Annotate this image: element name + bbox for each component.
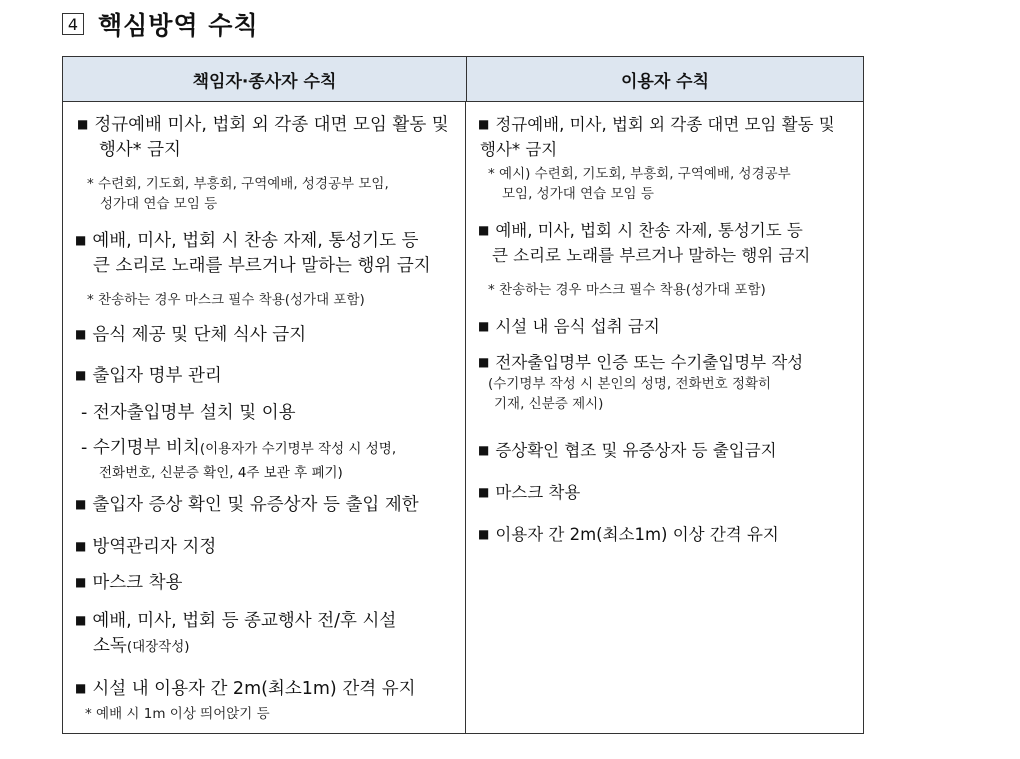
- section-title: 핵심방역 수칙: [98, 11, 259, 40]
- staff-note-2: * 찬송하는 경우 마스크 필수 착용(성가대 포함): [87, 292, 365, 308]
- staff-rule-4: ■ 출입자 명부 관리: [75, 366, 222, 386]
- staff-rule-8: ■ 예배, 미사, 법회 등 종교행사 전/후 시설 소독(대장작성): [75, 611, 397, 656]
- staff-note-1: * 수련회, 기도회, 부흥회, 구역예배, 성경공부 모임, 성가대 연습 모임 등: [87, 176, 389, 212]
- table-body-row: [63, 102, 863, 733]
- user-rule-5: ■ 증상확인 협조 및 유증상자 등 출입금지: [478, 441, 777, 460]
- user-rule-3: ■ 시설 내 음식 섭취 금지: [478, 317, 660, 336]
- header-user-rules: 이용자 수칙: [620, 71, 710, 92]
- user-rule-7: ■ 이용자 간 2m(최소1m) 이상 간격 유지: [478, 525, 779, 544]
- user-rule-2: ■ 예배, 미사, 법회 시 찬송 자제, 통성기도 등 큰 소리로 노래를 부르거나 말하는 행위 금지: [478, 221, 811, 265]
- header-staff-rules: 책임자·종사자 수칙: [63, 57, 467, 101]
- staff-rule-2: ■ 예배, 미사, 법회 시 찬송 자제, 통성기도 등 큰 소리로 노래를 부르거나 말하는 행위 금지: [75, 231, 431, 276]
- user-rules-column: [466, 102, 863, 733]
- rules-table: [62, 56, 864, 734]
- user-rule-1: ■ 정규예배, 미사, 법회 외 각종 대면 모임 활동 및 행사* 금지: [478, 115, 835, 159]
- staff-rule-5: ■ 출입자 증상 확인 및 유증상자 등 출입 제한: [75, 495, 419, 515]
- staff-rule-9: ■ 시설 내 이용자 간 2m(최소1m) 간격 유지: [75, 679, 416, 699]
- section-number-box: 4: [62, 13, 84, 35]
- staff-note-3: * 예배 시 1m 이상 띄어앉기 등: [85, 706, 270, 722]
- user-note-3: (수기명부 작성 시 본인의 성명, 전화번호 정확히 기재, 신분증 제시): [488, 376, 772, 412]
- user-rule-6: ■ 마스크 착용: [478, 483, 581, 502]
- bullet-icon: ■: [77, 117, 89, 131]
- table-header-row: [63, 57, 863, 102]
- staff-rule-6: ■ 방역관리자 지정: [75, 537, 217, 557]
- user-note-1: * 예시) 수련회, 기도회, 부흥회, 구역예배, 성경공부 모임, 성가대 연습 모임 등: [488, 166, 791, 202]
- staff-subrule-2: - 수기명부 비치(이용자가 수기명부 작성 시 성명, 전화번호, 신분증 확인, 4주 보관 후 폐기): [81, 438, 397, 481]
- staff-rules-column: [63, 102, 466, 733]
- staff-rule-3: ■ 음식 제공 및 단체 식사 금지: [75, 325, 307, 345]
- staff-subrule-1: - 전자출입명부 설치 및 이용: [81, 403, 296, 423]
- user-rule-4: ■ 전자출입명부 인증 또는 수기출입명부 작성: [478, 353, 804, 372]
- user-note-2: * 찬송하는 경우 마스크 필수 착용(성가대 포함): [488, 282, 766, 298]
- section-heading: [62, 6, 259, 42]
- staff-rule-7: ■ 마스크 착용: [75, 573, 183, 593]
- staff-rule-1: ■ 정규예배 미사, 법회 외 각종 대면 모임 활동 및 행사* 금지: [77, 112, 449, 163]
